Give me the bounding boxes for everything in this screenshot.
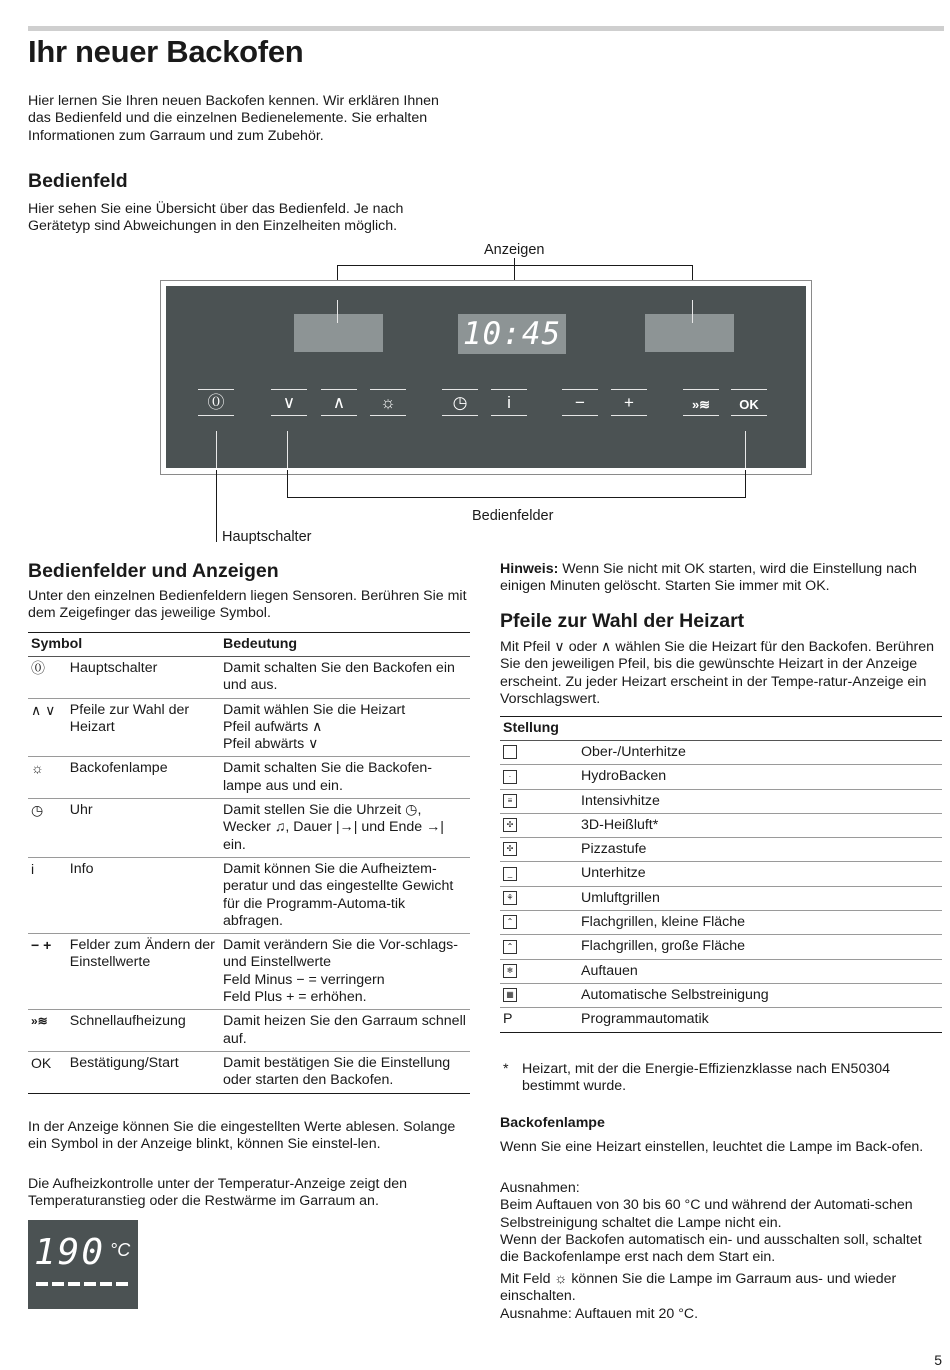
table-row: P Programmautomatik bbox=[500, 1008, 942, 1032]
table-row: OK Bestätigung/Start Damit bestätigen Sie die Einstellung oder starten den Backofen. bbox=[28, 1051, 470, 1093]
temperature-unit: °C bbox=[110, 1240, 131, 1260]
heizart-table bbox=[500, 716, 942, 1033]
pfeile-text: Mit Pfeil ∨ oder ∧ wählen Sie die Heizart für den Backofen. Berühren Sie den jeweiligen Pfeil, bis die gewünschte Heizart in der Anzeige erscheint. Zu jeder Heizart erscheint in der Tempe-ratur-Anzeige ein Vorschlagswert. bbox=[500, 639, 935, 707]
minus-plus-icon: − + bbox=[31, 937, 52, 954]
leader-fields-right-in bbox=[745, 431, 746, 468]
clock-display: 10:45 bbox=[458, 314, 566, 354]
grill-small-icon: ⌃ bbox=[503, 915, 517, 929]
top-rule bbox=[28, 26, 944, 31]
intensive-heat-icon: ≡ bbox=[503, 794, 517, 808]
main-switch-button[interactable] bbox=[198, 386, 234, 416]
table-row: i Info Damit können Sie die Aufheiztem-peratur und das eingestellte Gewicht für die Programm-Automa-tik abfragen. bbox=[28, 857, 470, 933]
footnote-text: Heizart, mit der die Energie-Effizienzklasse nach EN50304 bestimmt wurde. bbox=[522, 1061, 891, 1095]
ok-icon: OK bbox=[31, 1054, 52, 1071]
display-left bbox=[294, 314, 383, 352]
arrows-icon: ∧ ∨ bbox=[31, 701, 56, 718]
table-row: ⌃ Flachgrillen, große Fläche bbox=[500, 935, 942, 959]
section2-heading: Bedienfelder und Anzeigen bbox=[28, 560, 279, 582]
arrow-down-button[interactable] bbox=[271, 386, 307, 416]
table-row: ✣ Pizzastufe bbox=[500, 838, 942, 862]
intro-text: Hier lernen Sie Ihren neuen Backofen kennen. Wir erklären Ihnen das Bedienfeld und die einzelnen Bedienelemente. Sie erhalten Informationen zum Garraum und zum Zubehör. bbox=[28, 93, 439, 144]
page-number: 5 bbox=[934, 1352, 942, 1368]
label-hauptschalter: Hauptschalter bbox=[222, 529, 312, 545]
bottom-heat-icon: _ bbox=[503, 867, 517, 881]
table-row: · HydroBacken bbox=[500, 765, 942, 789]
table-row: ⓪ Hauptschalter Damit schalten Sie den Backofen ein und aus. bbox=[28, 657, 470, 699]
plus-button[interactable] bbox=[611, 386, 647, 416]
pizza-setting-icon: ✣ bbox=[503, 842, 517, 856]
arrow-up-button[interactable] bbox=[321, 386, 357, 416]
clock-icon: ◷ bbox=[452, 393, 468, 412]
aufheiz-text: Die Aufheizkontrolle unter der Temperatur-Anzeige zeigt den Temperaturanstieg oder die Restwärme im Garraum an. bbox=[28, 1176, 408, 1210]
bedienfeld-heading: Bedienfeld bbox=[28, 170, 128, 192]
rapid-heat-button[interactable] bbox=[683, 386, 719, 416]
hinweis-note bbox=[500, 561, 940, 596]
table-row: _ Unterhitze bbox=[500, 862, 942, 886]
anzeige-text: In der Anzeige können Sie die eingestellten Werte ablesen. Solange ein Symbol in der Anzeige blinkt, können Sie einstel-len. bbox=[28, 1119, 456, 1153]
bedienfeld-text: Hier sehen Sie eine Übersicht über das Bedienfeld. Je nach Gerätetyp sind Abweichungen in den Einzelheiten möglich. bbox=[28, 201, 404, 235]
power-icon: ⓪ bbox=[31, 660, 45, 676]
leader-fields-right bbox=[745, 470, 746, 498]
hinweis-text: Wenn Sie nicht mit OK starten, wird die Einstellung nach einigen Minuten gelöscht. Starten Sie immer mit OK. bbox=[500, 561, 917, 595]
ok-button[interactable] bbox=[731, 386, 767, 416]
minus-button[interactable] bbox=[562, 386, 598, 416]
info-icon: i bbox=[31, 860, 35, 877]
temperature-value: 190 bbox=[34, 1232, 106, 1273]
symbol-table bbox=[28, 632, 470, 1094]
table-row: ⌃ Flachgrillen, kleine Fläche bbox=[500, 911, 942, 935]
table-row: ◷ Uhr Damit stellen Sie die Uhrzeit ◷, Wecker ♫, Dauer |→| und Ende →| ein. bbox=[28, 799, 470, 858]
table-row: ≡ Intensivhitze bbox=[500, 789, 942, 813]
leader-in-right bbox=[692, 300, 693, 323]
table-header: Symbol Bedeutung bbox=[28, 633, 470, 657]
minus-icon: − bbox=[575, 393, 585, 412]
label-bedienfelder: Bedienfelder bbox=[472, 508, 554, 524]
plus-icon: + bbox=[624, 393, 634, 412]
leader-main-out bbox=[216, 470, 217, 542]
self-cleaning-icon: ▦ bbox=[503, 988, 517, 1002]
backofenlampe-p3: Mit Feld ☼ können Sie die Lampe im Garraum aus- und wieder einschalten. Ausnahme: Auftauen mit 20 °C. bbox=[500, 1271, 897, 1322]
clock-button[interactable] bbox=[442, 386, 478, 416]
table-row: ▦ Automatische Selbstreinigung bbox=[500, 983, 942, 1007]
clock-icon: ◷ bbox=[31, 802, 44, 819]
page-title: Ihr neuer Backofen bbox=[28, 34, 304, 69]
pfeile-heading: Pfeile zur Wahl der Heizart bbox=[500, 610, 745, 632]
info-button[interactable] bbox=[491, 386, 527, 416]
leader-fields-left bbox=[287, 470, 288, 498]
lamp-icon: ☼ bbox=[31, 760, 44, 777]
backofenlampe-p1: Wenn Sie eine Heizart einstellen, leuchtet die Lampe im Back-ofen. bbox=[500, 1139, 924, 1155]
section2-text: Unter den einzelnen Bedienfeldern liegen Sensoren. Berühren Sie mit dem Zeigefinger das jeweilige Symbol. bbox=[28, 588, 467, 622]
hinweis-label: Hinweis: bbox=[500, 561, 559, 577]
arrow-down-icon: ∨ bbox=[282, 393, 296, 412]
arrow-up-icon: ∧ bbox=[332, 393, 346, 412]
footnote-star: * bbox=[503, 1061, 509, 1077]
rapid-heat-icon: »≋ bbox=[31, 1014, 48, 1029]
power-icon: ⓪ bbox=[207, 393, 225, 412]
heat-indicator-bars bbox=[36, 1282, 130, 1286]
table-row: ❄ Auftauen bbox=[500, 959, 942, 983]
table-row: ✣ 3D-Heißluft* bbox=[500, 813, 942, 837]
backofenlampe-heading: Backofenlampe bbox=[500, 1115, 605, 1131]
defrost-icon: ❄ bbox=[503, 964, 517, 978]
table-row: Ober-/Unterhitze bbox=[500, 741, 942, 765]
ok-icon: OK bbox=[739, 397, 759, 412]
program-automatic-icon: P bbox=[503, 1011, 513, 1028]
leader-fields-bottom bbox=[287, 497, 746, 498]
display-right bbox=[645, 314, 734, 352]
table-row: − + Felder zum Ändern der Einstellwerte Damit verändern Sie die Vor-schlags- und Einstellwerte Feld Minus − = verringern Feld Plus + = erhöhen. bbox=[28, 934, 470, 1010]
table-row: ⚘ Umluftgrillen bbox=[500, 886, 942, 910]
rapid-heat-icon: »≋ bbox=[691, 397, 711, 412]
leader-main-in bbox=[216, 431, 217, 468]
hydro-bake-icon: · bbox=[503, 770, 517, 784]
table-header: Stellung bbox=[500, 717, 942, 741]
leader-in-left bbox=[337, 300, 338, 323]
info-icon: i bbox=[507, 393, 511, 412]
leader-fields-left-in bbox=[287, 431, 288, 468]
lamp-button[interactable] bbox=[370, 386, 406, 416]
temperature-display bbox=[28, 1220, 138, 1309]
grill-large-icon: ⌃ bbox=[503, 940, 517, 954]
table-row: ∧ ∨ Pfeile zur Wahl der Heizart Damit wählen Sie die Heizart Pfeil aufwärts ∧ Pfeil abwärts ∨ bbox=[28, 698, 470, 757]
table-row: »≋ Schnellaufheizung Damit heizen Sie den Garraum schnell auf. bbox=[28, 1010, 470, 1052]
lamp-icon: ☼ bbox=[380, 393, 396, 412]
backofenlampe-p2: Ausnahmen: Beim Auftauen von 30 bis 60 °C und während der Automati-schen Selbstreinigung schaltet die Lampe nicht ein. Wenn der Backofen automatisch ein- und ausschalten soll, schaltet die Backofenlampe erst nach dem Start ein. bbox=[500, 1180, 922, 1266]
label-anzeigen: Anzeigen bbox=[484, 242, 545, 258]
leader-anzeigen-top bbox=[337, 265, 693, 266]
air-grill-icon: ⚘ bbox=[503, 891, 517, 905]
top-bottom-heat-icon bbox=[503, 745, 517, 759]
table-row: ☼ Backofenlampe Damit schalten Sie die Backofen-lampe aus und ein. bbox=[28, 757, 470, 799]
hot-air-3d-icon: ✣ bbox=[503, 818, 517, 832]
